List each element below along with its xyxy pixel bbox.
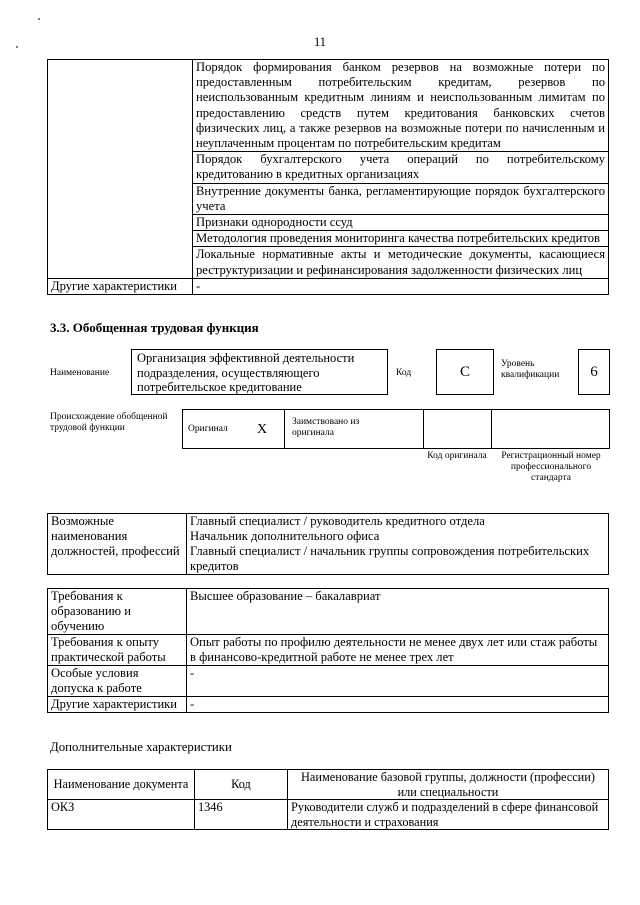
table-cell: Порядок бухгалтерского учета операций по потребительскому кредитованию в кредитных организациях [193,152,609,183]
req-value: - [187,697,609,713]
table-row [48,635,609,666]
code-label: Код [396,368,412,378]
scan-speck [38,18,40,20]
level-box [578,349,610,395]
table-row [48,800,609,830]
borrowed-label: Заимствовано из оригинала [292,417,360,438]
function-name-value: Организация эффективной деятельности подразделения, осуществляющего потребительское кредитование [137,351,355,394]
origin-box [182,409,610,449]
header-name: Наименование базовой группы, должности (профессии) или специальности [288,770,609,800]
name-label: Наименование [50,368,110,378]
header-code: Код [195,770,288,800]
additional-table [47,769,609,830]
positions-label: Возможные наименования должностей, профессий [48,514,187,575]
table-row [48,60,609,152]
table-row [48,514,609,575]
req-label: Особые условия допуска к работе [48,666,187,697]
req-value: - [187,666,609,697]
table-cell: Локальные нормативные акты и методические документы, касающиеся реструктуризации и рефинансирования задолженности физических лиц [193,247,609,278]
table-row [48,589,609,635]
table-row [48,697,609,713]
table-row [48,666,609,697]
page-number: 11 [313,35,327,49]
code-original-caption: Код оригинала [427,451,487,461]
section-title: 3.3. Обобщенная трудовая функция [50,320,259,335]
table-cell-label: Другие характеристики [48,278,193,294]
knowledge-table [47,59,609,295]
table-cell: Признаки однородности ссуд [193,215,609,231]
cell-code: 1346 [195,800,288,830]
table-cell: Внутренние документы банка, регламентирующие порядок бухгалтерского учета [193,183,609,214]
original-mark: X [257,422,268,437]
position-line: Начальник дополнительного офиса [190,529,380,543]
reg-number-caption: Регистрационный номер профессионального стандарта [501,451,601,483]
code-value: C [459,364,470,380]
function-name-box [131,349,388,395]
req-label: Требования к опыту практической работы [48,635,187,666]
scan-speck [16,46,18,48]
req-label: Другие характеристики [48,697,187,713]
table-header-row [48,770,609,800]
origin-label: Происхождение обобщенной трудовой функции [50,412,168,433]
table-cell: Методология проведения мониторинга качества потребительских кредитов [193,231,609,247]
table-cell: - [193,278,609,294]
req-value: Опыт работы по профилю деятельности не менее двух лет или стаж работы в финансово-кредитной работе не менее трех лет [187,635,609,666]
positions-table [47,513,609,575]
code-box [436,349,494,395]
additional-title: Дополнительные характеристики [50,740,232,754]
level-label: Уровень квалификации [501,359,560,380]
table-row [48,278,609,294]
position-line: Главный специалист / начальник группы сопровождения потребительских кредитов [190,544,590,573]
divider [284,409,285,449]
requirements-table [47,588,609,713]
cell-name: Руководители служб и подразделений в сфере финансовой деятельности и страхования [288,800,609,830]
position-line: Главный специалист / руководитель кредитного отдела [190,514,485,528]
req-value: Высшее образование – бакалавриат [187,589,609,635]
divider [423,409,424,449]
header-doc: Наименование документа [48,770,195,800]
divider [491,409,492,449]
original-label: Оригинал [188,424,228,434]
positions-values [187,514,609,575]
table-cell-left [48,60,193,279]
req-label: Требования к образованию и обучению [48,589,187,635]
table-cell: Порядок формирования банком резервов на возможные потери по предоставленным потребительским кредитам, резервов по неиспользованным кредитным линиям и неиспользованным лимитам по предоставлению средств путем кредитования банковских счетов физических лиц, а также резервов на возможные потери по начисленным и неуплаченным процентам по потребительским кредитам [193,60,609,152]
cell-doc: ОКЗ [48,800,195,830]
level-value: 6 [590,364,598,380]
